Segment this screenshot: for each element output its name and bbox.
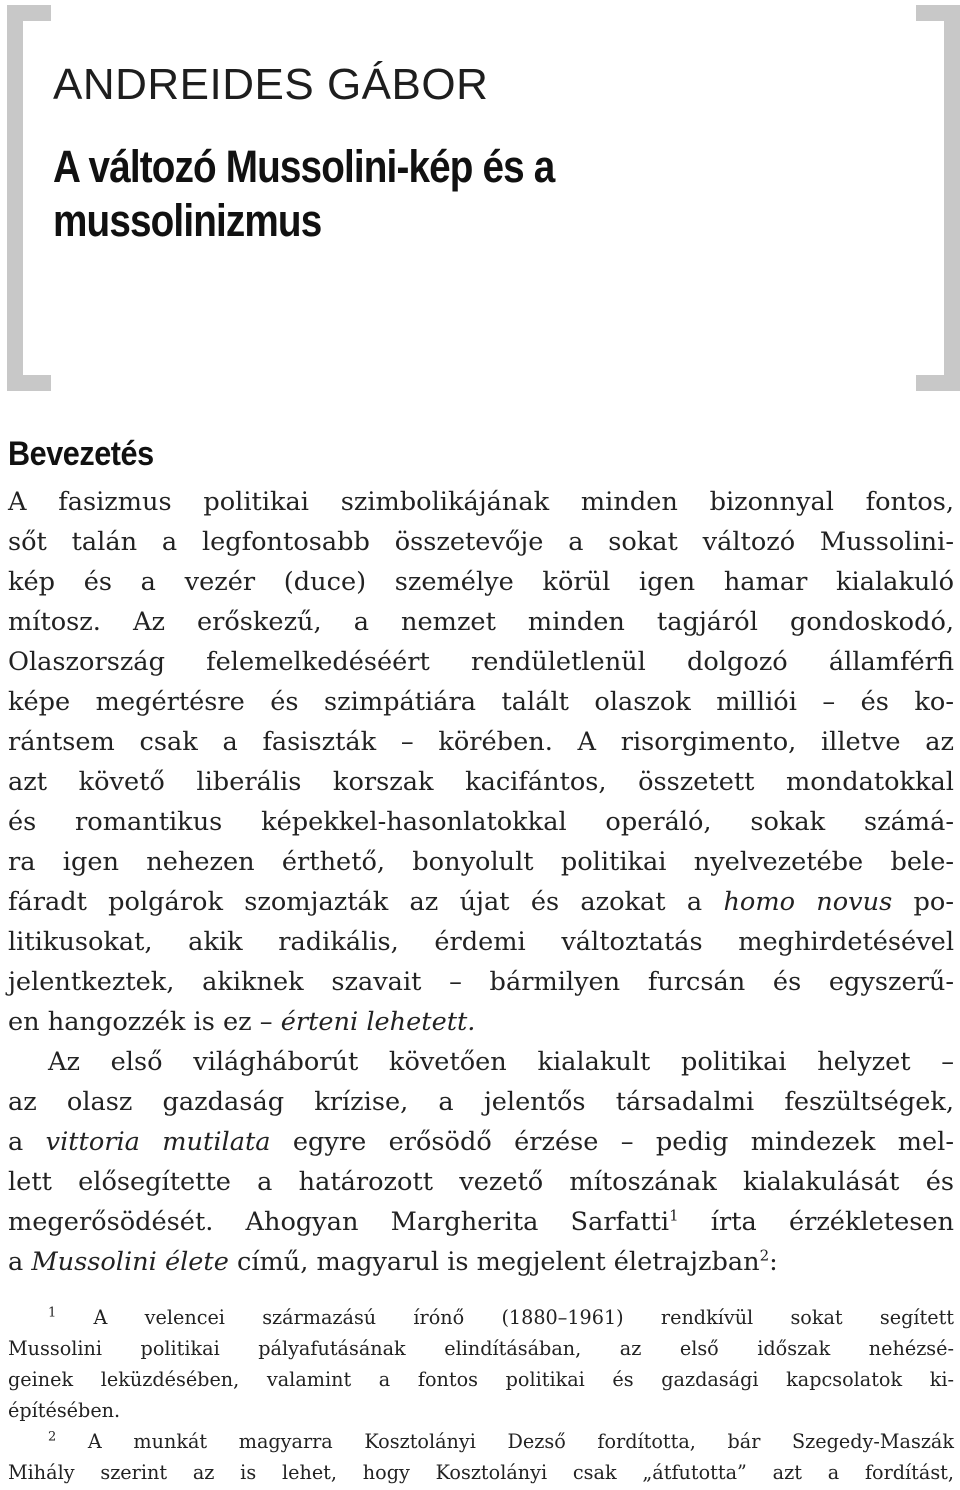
section-heading: Bevezetés: [8, 435, 154, 473]
text-line: és romantikus képekkel-hasonlatokkal operáló, sokak számá-: [8, 807, 954, 837]
footnote-line: geinek leküzdésében, valamint a fontos politikai és gazdasági kapcsolatok ki-: [8, 1368, 954, 1391]
article-title: [53, 140, 741, 248]
text-line: képe megértésre és szimpátiára talált olaszok milliói – és ko-: [8, 687, 954, 717]
italic-term: homo novus: [723, 887, 893, 917]
text-line: az olasz gazdaság krízise, a jelentős társadalmi feszültségek,: [8, 1087, 954, 1117]
author-name: ANDREIDES GÁBOR: [53, 60, 489, 109]
footnote-mark: 1: [48, 1305, 57, 1321]
text-line: A fasizmus politikai szimbolikájának minden bizonnyal fontos,: [8, 487, 954, 517]
text-line: azt követő liberális korszak kacifántos, összetett mondatokkal: [8, 767, 954, 797]
text-line: [8, 1122, 954, 1162]
text-line: Az első világháborút követően kialakult politikai helyzet –: [48, 1047, 954, 1077]
text-run: A munkát magyarra Kosztolányi Dezső fordította, bár Szegedy-Maszák: [56, 1430, 954, 1453]
footnote-line: Mihály szerint az is lehet, hogy Kosztolányi csak „átfutotta” azt a fordítást,: [8, 1461, 954, 1484]
right-bracket-decoration: [912, 5, 956, 391]
text-run: a: [8, 1247, 32, 1277]
footnote-line: [8, 1302, 954, 1333]
title-line-1: A változó Mussolini-kép és a: [53, 141, 555, 192]
text-line: ra igen nehezen érthető, bonyolult politikai nyelvezetébe bele-: [8, 847, 954, 877]
italic-term: érteni lehetett.: [280, 1007, 476, 1037]
text-line: [8, 882, 954, 922]
text-line: jelentkeztek, akiknek szavait – bármilyen furcsán és egyszerű-: [8, 967, 954, 997]
left-bracket-decoration: [0, 5, 44, 391]
text-run: a: [8, 1127, 46, 1157]
footnote-line: [8, 1426, 954, 1457]
text-line: rántsem csak a fasiszták – körében. A risorgimento, illetve az: [8, 727, 954, 757]
text-line: lett elősegítette a határozott vezető mítoszának kialakulását és: [8, 1167, 954, 1197]
text-line: kép és a vezér (duce) személye körül igen hamar kialakuló: [8, 567, 954, 597]
footnote-line: építésében.: [8, 1399, 121, 1422]
text-line: [8, 1242, 954, 1282]
text-line: Olaszország felemelkedéséért rendületlenül dolgozó államférfi: [8, 647, 954, 677]
title-line-2: mussolinizmus: [53, 195, 322, 246]
text-line: sőt talán a legfontosabb összetevője a sokat változó Mussolini-: [8, 527, 954, 557]
text-run: írta érzékletesen: [678, 1207, 954, 1237]
text-run: A velencei származású írónő (1880–1961) rendkívül sokat segített: [56, 1306, 954, 1329]
text-line: mítosz. Az erőskezű, a nemzet minden tagjáról gondoskodó,: [8, 607, 954, 637]
italic-term: vittoria mutilata: [45, 1127, 271, 1157]
text-run: en hangozzék is ez –: [8, 1007, 281, 1037]
text-run: egyre erősödő érzése – pedig mindezek mel-: [270, 1127, 954, 1157]
text-line: litikusokat, akik radikális, érdemi változtatás meghirdetésével: [8, 927, 954, 957]
footnote-ref[interactable]: 1: [669, 1206, 679, 1225]
text-line: [8, 1202, 954, 1242]
text-run: fáradt polgárok szomjazták az újat és azokat a: [8, 887, 724, 917]
italic-term: Mussolini élete: [31, 1247, 229, 1277]
footnote-line: Mussolini politikai pályafutásának elindításában, az első időszak nehézsé-: [8, 1337, 954, 1360]
footnote-mark: 2: [48, 1429, 57, 1445]
body-text: [8, 482, 954, 1282]
footnotes: [8, 1302, 954, 1488]
text-run: című, magyarul is megjelent életrajzban: [228, 1247, 760, 1277]
text-run: :: [769, 1247, 778, 1277]
text-line: [8, 1002, 954, 1042]
text-run: po-: [892, 887, 954, 917]
text-run: megerősödését. Ahogyan Margherita Sarfatti: [8, 1207, 670, 1237]
footnote-ref[interactable]: 2: [759, 1246, 770, 1265]
